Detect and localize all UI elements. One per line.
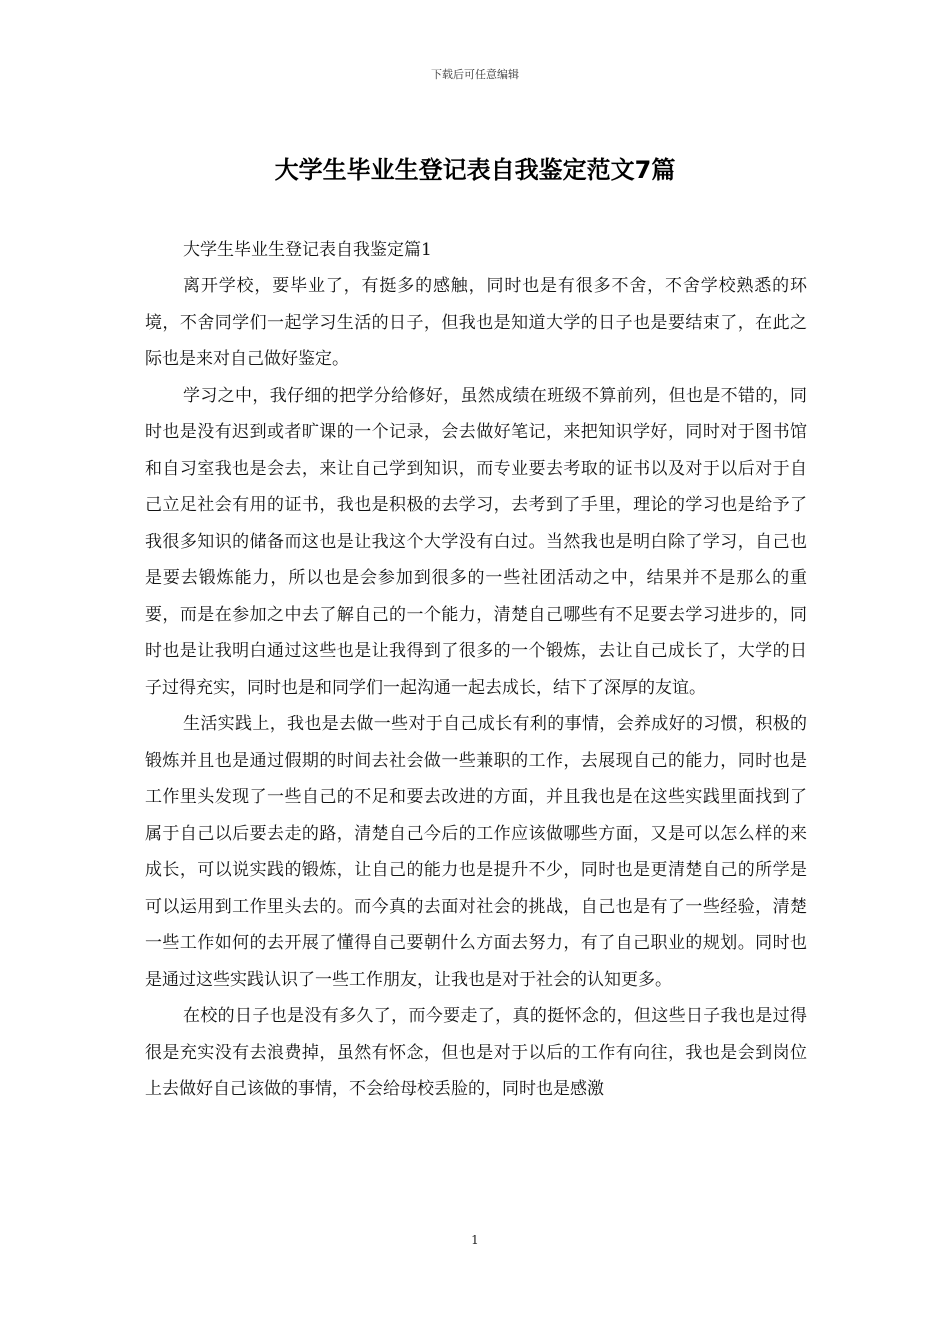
page-number: 1 (471, 1233, 479, 1247)
header-note: 下载后可任意编辑 (431, 68, 519, 81)
document-body (145, 232, 807, 1108)
paragraph-1: 离开学校，要毕业了，有挺多的感触，同时也是有很多不舍，不舍学校熟悉的环境，不舍同学们一起学习生活的日子，但我也是知道大学的日子也是要结束了，在此之际也是来对自己做好鉴定。 (145, 276, 807, 369)
document-title: 大学生毕业生登记表自我鉴定范文7篇 (274, 156, 676, 184)
section-title: 大学生毕业生登记表自我鉴定篇1 (183, 240, 432, 260)
paragraph-3: 生活实践上，我也是去做一些对于自己成长有利的事情，会养成好的习惯，积极的锻炼并且也是通过假期的时间去社会做一些兼职的工作，去展现自己的能力，同时也是工作里头发现了一些自己的不足和要去改进的方面，并且我也是在这些实践里面找到了属于自己以后要去走的路，清楚自己今后的工作应该做哪些方面，又是可以怎么样的来成长，可以说实践的锻炼，让自己的能力也是提升不少，同时也是更清楚自己的所学是可以运用到工作里头去的。而今真的去面对社会的挑战，自己也是有了一些经验，清楚一些工作如何的去开展了懂得自己要朝什么方面去努力，有了自己职业的规划。同时也是通过这些实践认识了一些工作朋友，让我也是对于社会的认知更多。 (145, 714, 807, 990)
paragraph-2: 学习之中，我仔细的把学分给修好，虽然成绩在班级不算前列，但也是不错的，同时也是没有迟到或者旷课的一个记录，会去做好笔记，来把知识学好，同时对于图书馆和自习室我也是会去，来让自己学到知识，而专业要去考取的证书以及对于以后对于自己立足社会有用的证书，我也是积极的去学习，去考到了手里，理论的学习也是给予了我很多知识的储备而这也是让我这个大学没有白过。当然我也是明白除了学习，自己也是要去锻炼能力，所以也是会参加到很多的一些社团活动之中，结果并不是那么的重要，而是在参加之中去了解自己的一个能力，清楚自己哪些有不足要去学习进步的，同时也是让我明白通过这些也是让我得到了很多的一个锻炼，去让自己成长了，大学的日子过得充实，同时也是和同学们一起沟通一起去成长，结下了深厚的友谊。 (145, 385, 807, 698)
paragraph-4: 在校的日子也是没有多久了，而今要走了，真的挺怀念的，但这些日子我也是过得很是充实没有去浪费掉，虽然有怀念，但也是对于以后的工作有向往，我也是会到岗位上去做好自己该做的事情，不会给母校丢脸的，同时也是感激 (145, 1006, 807, 1099)
